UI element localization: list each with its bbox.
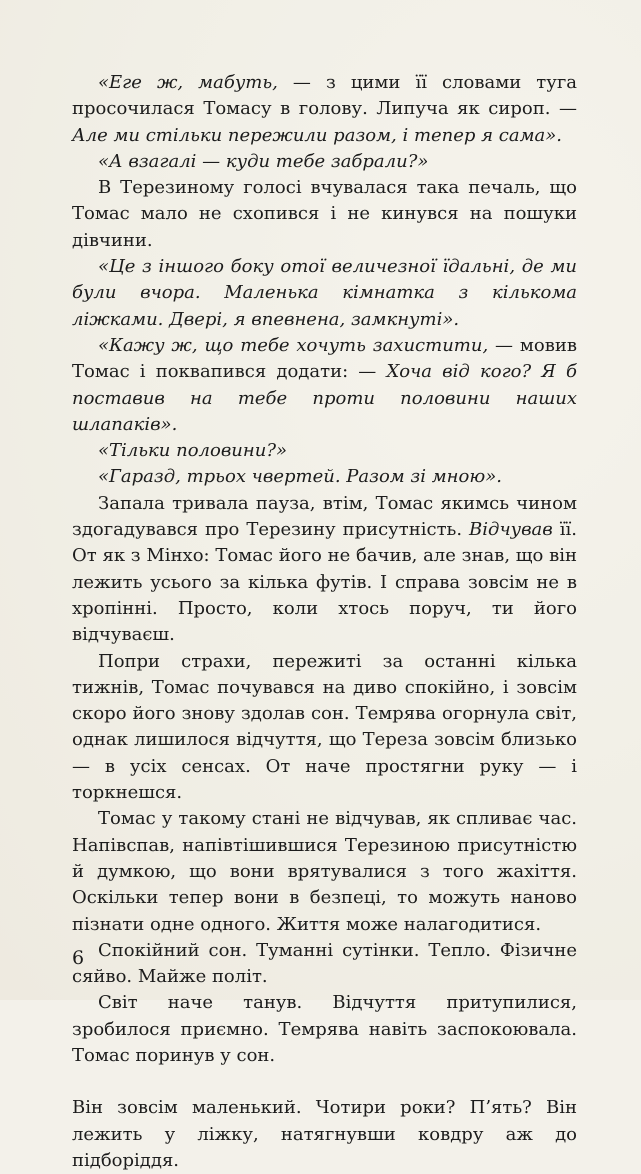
text-span: «А взагалі — куди тебе забрали?» bbox=[98, 150, 429, 172]
text-span: Але ми стільки пережили разом, і тепер я сама». bbox=[72, 124, 562, 146]
text-span: Томас у такому стані не відчував, як спливає час. Напівспав, напівтішившися Терезиною присутністю й думкою, що вони врятувалися з того жахіття. Оскільки тепер вони в безпеці, то можуть наново пізнати одне одного. Життя може налагодитися. bbox=[72, 808, 577, 935]
text-span: Він зовсім маленький. Чотири роки? П’ять? Він лежить у ліжку, натягнувши ковдру аж до підборіддя. bbox=[72, 1097, 577, 1171]
paragraph bbox=[72, 175, 577, 254]
text-span: «Тільки половини?» bbox=[98, 440, 288, 462]
text-span: — мовив Томас і поквапився додати: — bbox=[72, 334, 578, 383]
paragraph bbox=[72, 491, 577, 649]
text-span: Спокійний сон. Туманні сутінки. Тепло. Фізичне сяйво. Майже політ. bbox=[72, 939, 577, 988]
body-text bbox=[72, 70, 577, 1174]
text-span: «Еге ж, мабуть, bbox=[98, 72, 278, 93]
paragraph bbox=[72, 806, 577, 937]
text-span: — з цими її словами туга просочилася Томасу в голову. Липуча як сироп. — bbox=[72, 72, 577, 120]
text-span: «Це з іншого боку отої величезної їдальні, де ми були вчора. Маленька кімнатка з кількома ліжками. Двері, я впевнена, замкнуті». bbox=[72, 256, 577, 330]
paragraph bbox=[72, 649, 577, 807]
paragraph bbox=[72, 333, 577, 438]
paragraph bbox=[72, 438, 577, 464]
text-span: Попри страхи, пережиті за останні кілька тижнів, Томас почувався на диво спокійно, і зовсім скоро його знову здолав сон. Темрява огорнула світ, однак лишилося відчуття, що Тереза зовсім близько — в усіх сенсах. От наче простягни руку — і торкнешся. bbox=[72, 650, 577, 804]
text-span: «Гаразд, трьох чвертей. Разом зі мною». bbox=[98, 466, 502, 488]
paragraph bbox=[72, 938, 577, 991]
paragraph bbox=[72, 464, 577, 490]
text-span: Запала тривала пауза, втім, Томас якимсь чином здогадувався про Терезину присутність. bbox=[72, 492, 577, 541]
page-number: 6 bbox=[72, 947, 85, 969]
paragraph bbox=[72, 990, 577, 1069]
paragraph bbox=[72, 70, 577, 149]
text-span: «Кажу ж, що тебе хочуть захистити, bbox=[98, 334, 489, 356]
text-span: Світ наче танув. Відчуття притупилися, зробилося приємно. Темрява навіть заспокоювала. Томас поринув у сон. bbox=[72, 992, 577, 1066]
text-span: В Терезиному голосі вчувалася така печаль, що Томас мало не схопився і не кинувся на пошуки дівчини. bbox=[72, 177, 577, 251]
paragraph bbox=[72, 1095, 577, 1174]
text-span: Відчував bbox=[469, 519, 553, 541]
text-span: Хоча від кого? Я б поставив на тебе проти половини наших шлапаків». bbox=[72, 361, 577, 435]
paragraph bbox=[72, 254, 577, 333]
paragraph bbox=[72, 149, 577, 175]
text-span: її. От як з Мінхо: Томас його не бачив, але знав, що він лежить усього за кілька футів. І справа зовсім не в хропінні. Просто, коли хтось поруч, ти його відчуваєш. bbox=[72, 519, 577, 646]
